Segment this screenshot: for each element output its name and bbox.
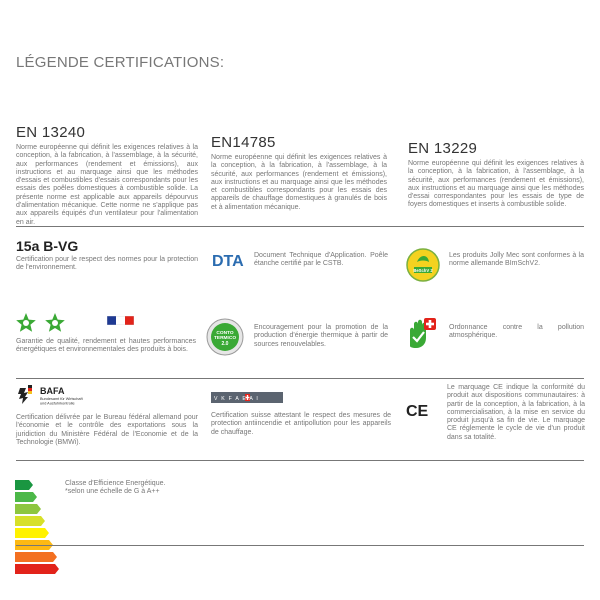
divider: [16, 378, 584, 379]
energy-efficiency-scale-icon: [15, 480, 59, 576]
vkf-desc: Certification suisse attestant le respect des mesures de protection antiincendie et antipollution pour les appareils de chauffage.: [211, 412, 391, 436]
svg-text:BeSchV 2: BeSchV 2: [413, 268, 433, 273]
svg-text:BAFA: BAFA: [40, 386, 65, 396]
bafa-desc: Certification délivrée par le Bureau fédéral allemand pour l'économie et le contrôle des exportations sous la juridiction du Ministère Fédéral de l'Economie et de la Technologie (BMWi).: [16, 414, 198, 446]
vg-label: 15a B-VG: [16, 238, 79, 254]
ordinance-hand-icon: [404, 316, 438, 350]
standard-desc-en14785: Norme européenne qui définit les exigences relatives à la conception, à la fabrication, à l'assemblage, à la sécurité, aux performances (rendement et émissions), aux instructions et au marquage ainsi que les méthodes et combustibles correspondants pour les essais des appareils de chauffage domestiques à granulés de bois et à alimentation mécanique.: [211, 154, 387, 211]
page-title: LÉGENDE CERTIFICATIONS:: [16, 54, 225, 71]
standard-desc-en13229: Norme européenne qui définit les exigences relatives à la conception, à la fabrication, à l'assemblage, à la sécurité, aux performances (rendement et émissions), aux instructions et au marquage ainsi que les méthodes d'essai correspondantes pour les essais de type de foyers domestiques et inserts à combustible solide.: [408, 160, 584, 209]
svg-text:TERMICO: TERMICO: [213, 336, 237, 341]
standard-desc-en13240: Norme européenne qui définit les exigences relatives à la conception, à la fabrication, à l'assemblage, à la sécurité, aux performances (rendement et émissions), aux instructions et au marquage ainsi que les méthodes d'essais et combustibles d'essais correspondants pour les essais des poêles domestiques à combustible solide. La présente norme est applicable aux appareils dépourvus d'alimentation mécanique. Cette norme ne s'applique pas aux appareils équipés d'un ventilateur pour l'alimentation en air.: [16, 144, 198, 226]
divider: [16, 545, 584, 546]
svg-text:Bundesamt für Wirtschaft: Bundesamt für Wirtschaft: [40, 397, 83, 401]
vkf-aeai-logo-icon: [211, 392, 283, 403]
energy-class-line1: Classe d'Efficience Energétique.: [65, 480, 166, 487]
standard-code-en13229: EN 13229: [408, 140, 478, 157]
star-quality-icon-1: [15, 312, 37, 334]
dta-desc: Document Technique d'Application. Poêle étanche certifié par le CSTB.: [254, 252, 388, 268]
standard-code-en13240: EN 13240: [16, 124, 86, 141]
bimschv-badge-icon: [406, 248, 440, 282]
dta-logo-icon: [211, 250, 247, 270]
conto-termico-badge-icon: [206, 318, 244, 356]
energy-class-label: [65, 480, 195, 497]
svg-text:V K F A E A I: V K F A E A I: [214, 396, 260, 402]
vg-desc: Certification pour le respect des normes pour la protection de l'environnement.: [16, 256, 198, 272]
stars-desc: Garantie de qualité, rendement et hautes performances énergétiques et environnementales des produits à bois.: [16, 338, 196, 354]
french-flag-icon: [107, 316, 134, 325]
ce-desc: Le marquage CE indique la conformité du produit aux dispositions communautaires: à partir de la conception, à la fabrication, à la commercialisation, à la mise en service du produit jusqu'à sa fin de vie. Le marquage CE réglemente le cycle de vie d'un produit dans sa totalité.: [447, 384, 585, 441]
divider: [16, 226, 584, 227]
standard-code-en14785: EN14785: [211, 134, 276, 151]
svg-text:2.0: 2.0: [221, 341, 229, 347]
ordinance-desc: Ordonnance contre la pollution atmosphérique.: [449, 324, 584, 340]
divider: [16, 460, 584, 461]
bimschv-desc: Les produits Jolly Mec sont conformes à la norme allemande BImSchV2.: [449, 252, 584, 268]
star-quality-icon-2: [44, 312, 66, 334]
svg-text:CONTO: CONTO: [216, 331, 234, 336]
dta-logo-text: DTA: [212, 253, 244, 270]
svg-text:CE: CE: [406, 403, 429, 420]
energy-class-line2: *selon une échelle de G à A++: [65, 488, 160, 496]
bafa-logo-icon: [16, 384, 96, 408]
ce-mark-icon: [406, 400, 434, 420]
svg-text:und Ausfuhrkontrolle: und Ausfuhrkontrolle: [40, 401, 75, 406]
conto-termico-desc: Encouragement pour la promotion de la production d'énergie thermique à partir de sources renouvelables.: [254, 324, 388, 348]
